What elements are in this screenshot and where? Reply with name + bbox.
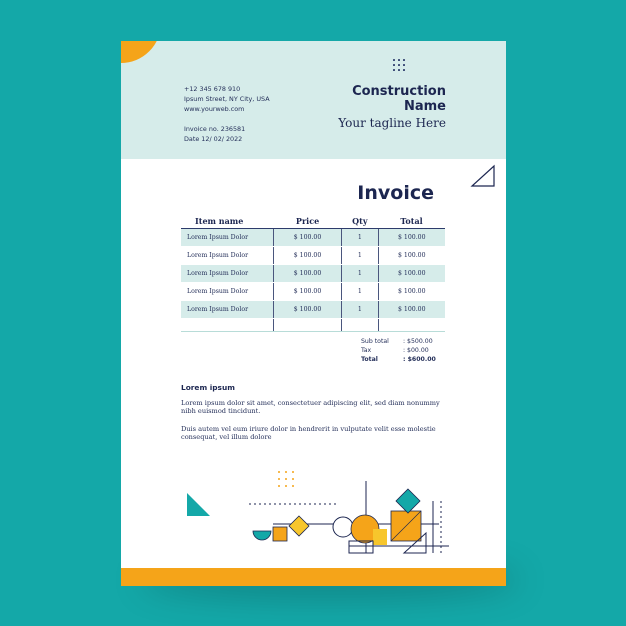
dot-grid-icon (393, 59, 407, 73)
invoice-number: Invoice no. 236581 (184, 125, 246, 133)
totals-block (361, 337, 443, 364)
cell-item: Lorem Ipsum Dolor (181, 265, 274, 283)
notes-paragraph-2: Duis autem vel eum iriure dolor in hendrerit in vulputate velit esse molestie consequat, vel illum dolore (181, 424, 436, 442)
cell-price: $ 100.00 (274, 265, 342, 283)
company-name-line1: Construction (352, 84, 446, 99)
notes-section (181, 384, 451, 451)
header-band (121, 41, 506, 159)
triangle-outline-icon (470, 164, 496, 188)
spacer-cell (342, 319, 379, 332)
cell-item: Lorem Ipsum Dolor (181, 283, 274, 301)
invoice-meta (184, 124, 245, 144)
notes-heading: Lorem ipsum (181, 383, 235, 392)
geometric-shapes-artwork (121, 461, 506, 568)
cell-price: $ 100.00 (274, 247, 342, 265)
table-row (181, 301, 445, 319)
header-total: Total (378, 214, 445, 229)
cell-item: Lorem Ipsum Dolor (181, 301, 274, 319)
total-value: : $600.00 (403, 356, 436, 363)
table-row (181, 247, 445, 265)
cell-total: $ 100.00 (378, 283, 445, 301)
table-spacer-row (181, 319, 445, 332)
subtotal-value: : $500.00 (403, 338, 433, 345)
table-row (181, 283, 445, 301)
spacer-cell (274, 319, 342, 332)
teal-triangle-icon (187, 493, 210, 516)
orange-dot-grid-icon (278, 471, 294, 487)
spacer-cell (181, 319, 274, 332)
table-header-row (181, 214, 445, 229)
company-name-line2: Name (403, 99, 446, 114)
notes-paragraph-1: Lorem ipsum dolor sit amet, consectetuer adipiscing elit, sed diam nonummy nibh euismod tincidunt. (181, 398, 440, 416)
cell-price: $ 100.00 (274, 301, 342, 319)
tax-value: : $00.00 (403, 347, 429, 354)
cell-qty: 1 (342, 301, 379, 319)
cell-total: $ 100.00 (378, 229, 445, 247)
header-qty: Qty (342, 214, 379, 229)
spacer-cell (378, 319, 445, 332)
tax-row (361, 346, 443, 355)
header-price: Price (274, 214, 342, 229)
company-tagline: Your tagline Here (338, 116, 446, 130)
corner-circle-decoration (121, 41, 161, 63)
phone-text: +12 345 678 910 (184, 85, 241, 93)
cell-qty: 1 (342, 265, 379, 283)
address-text: Ipsum Street, NY City, USA (184, 95, 270, 103)
website-text: www.yourweb.com (184, 105, 245, 113)
header-item-name: Item name (181, 214, 274, 229)
invoice-page (121, 41, 506, 586)
tax-label: Tax (361, 347, 372, 354)
invoice-date: Date 12/ 02/ 2022 (184, 135, 243, 143)
cell-item: Lorem Ipsum Dolor (181, 247, 274, 265)
cell-price: $ 100.00 (274, 283, 342, 301)
contact-block (184, 84, 270, 114)
footer-bar (121, 568, 506, 586)
cell-qty: 1 (342, 283, 379, 301)
cell-item: Lorem Ipsum Dolor (181, 229, 274, 247)
subtotal-row (361, 337, 443, 346)
total-row (361, 355, 443, 364)
cell-total: $ 100.00 (378, 247, 445, 265)
invoice-title: Invoice (357, 182, 434, 204)
cell-total: $ 100.00 (378, 265, 445, 283)
company-name (352, 84, 446, 114)
cell-total: $ 100.00 (378, 301, 445, 319)
table-row (181, 229, 445, 247)
cell-qty: 1 (342, 247, 379, 265)
table-row (181, 265, 445, 283)
total-label: Total (361, 356, 378, 363)
items-table (181, 214, 445, 332)
cell-price: $ 100.00 (274, 229, 342, 247)
subtotal-label: Sub total (361, 338, 389, 345)
cell-qty: 1 (342, 229, 379, 247)
